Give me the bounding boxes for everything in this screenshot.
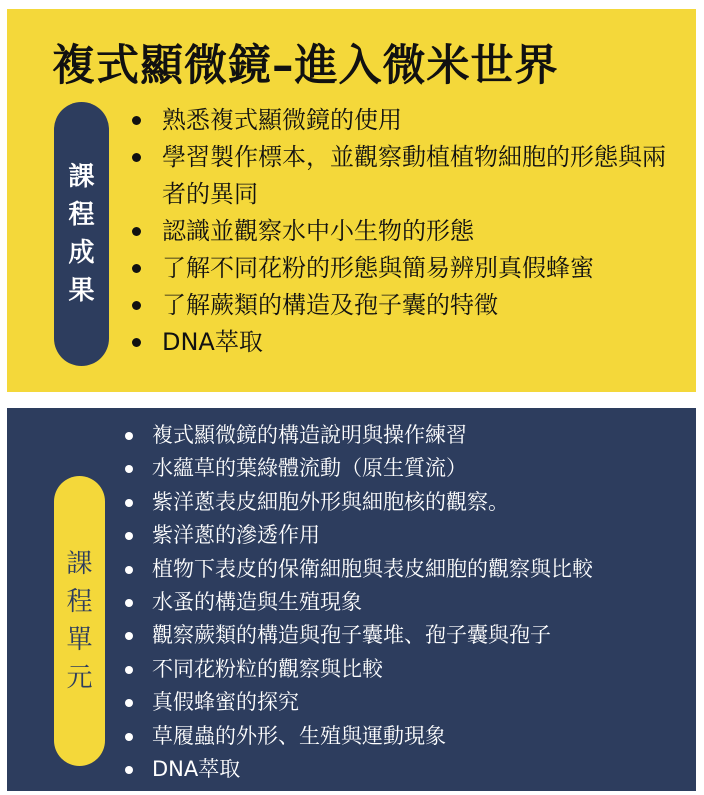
bullet-icon <box>125 699 133 707</box>
list-item-text: 認識並觀察水中小生物的形態 <box>162 217 474 245</box>
list-item <box>132 213 680 250</box>
bullet-icon <box>125 766 133 774</box>
list-item-text: 紫洋蔥表皮細胞外形與細胞核的觀察。 <box>152 489 509 514</box>
list-item <box>125 720 685 753</box>
list-item-text: 熟悉複式顯微鏡的使用 <box>162 106 402 134</box>
list-item-text: 水蘊草的葉綠體流動（原生質流） <box>152 456 467 481</box>
list-item <box>125 653 685 686</box>
bullet-icon <box>125 499 133 507</box>
bullet-icon <box>132 338 141 347</box>
list-item <box>125 519 685 552</box>
bullet-icon <box>132 301 141 310</box>
label-char: 元 <box>66 663 93 693</box>
label-char: 程 <box>68 200 95 230</box>
page-title: 複式顯微鏡–進入微米世界 <box>52 41 559 91</box>
list-item-text: 複式顯微鏡的構造說明與操作練習 <box>152 423 467 447</box>
label-char: 課 <box>66 549 93 579</box>
list-item <box>125 486 685 519</box>
list-item <box>132 139 680 213</box>
label-char: 成 <box>68 238 95 268</box>
list-item <box>132 324 680 361</box>
label-char: 程 <box>66 587 93 617</box>
list-item-text: 真假蜂蜜的探究 <box>152 690 299 715</box>
list-item-text: 不同花粉粒的觀察與比較 <box>152 656 383 681</box>
list-item-text: 植物下表皮的保衛細胞與表皮細胞的觀察與比較 <box>152 556 593 581</box>
list-item-text: DNA萃取 <box>162 328 263 356</box>
course-units-label <box>54 476 105 766</box>
bullet-icon <box>125 666 133 674</box>
course-outcomes-list <box>132 102 680 361</box>
list-item-text: 觀察蕨類的構造與孢子囊堆、孢子囊與孢子 <box>152 623 551 648</box>
list-item <box>125 553 685 586</box>
bullet-icon <box>125 599 133 607</box>
course-units-list <box>125 419 685 786</box>
list-item <box>132 102 680 139</box>
bullet-icon <box>125 733 133 741</box>
bullet-icon <box>125 432 133 440</box>
list-item <box>125 586 685 619</box>
label-char: 課 <box>68 162 95 192</box>
label-char: 單 <box>66 625 93 655</box>
list-item-text: 草履蟲的外形、生殖與運動現象 <box>152 723 446 748</box>
bullet-icon <box>132 153 141 162</box>
list-item <box>125 753 685 786</box>
list-item-text: 水蚤的構造與生殖現象 <box>152 590 362 615</box>
list-item <box>132 287 680 324</box>
list-item <box>132 250 680 287</box>
label-char: 果 <box>68 276 95 306</box>
bullet-icon <box>132 116 141 125</box>
list-item-text: 了解不同花粉的形態與簡易辨別真假蜂蜜 <box>162 254 594 282</box>
course-outcomes-label <box>54 102 109 366</box>
list-item <box>125 452 685 485</box>
list-item-text: DNA萃取 <box>152 757 241 782</box>
list-item <box>125 419 685 452</box>
list-item-text: 了解蕨類的構造及孢子囊的特徵 <box>162 291 498 319</box>
list-item <box>125 686 685 719</box>
bullet-icon <box>125 532 133 540</box>
bullet-icon <box>125 566 133 574</box>
list-item-text: 學習製作標本，並觀察動植植物細胞的形態與兩者的異同 <box>162 143 666 208</box>
list-item <box>125 619 685 652</box>
bullet-icon <box>132 227 141 236</box>
bullet-icon <box>132 264 141 273</box>
bullet-icon <box>125 632 133 640</box>
list-item-text: 紫洋蔥的滲透作用 <box>152 523 320 548</box>
bullet-icon <box>125 465 133 473</box>
